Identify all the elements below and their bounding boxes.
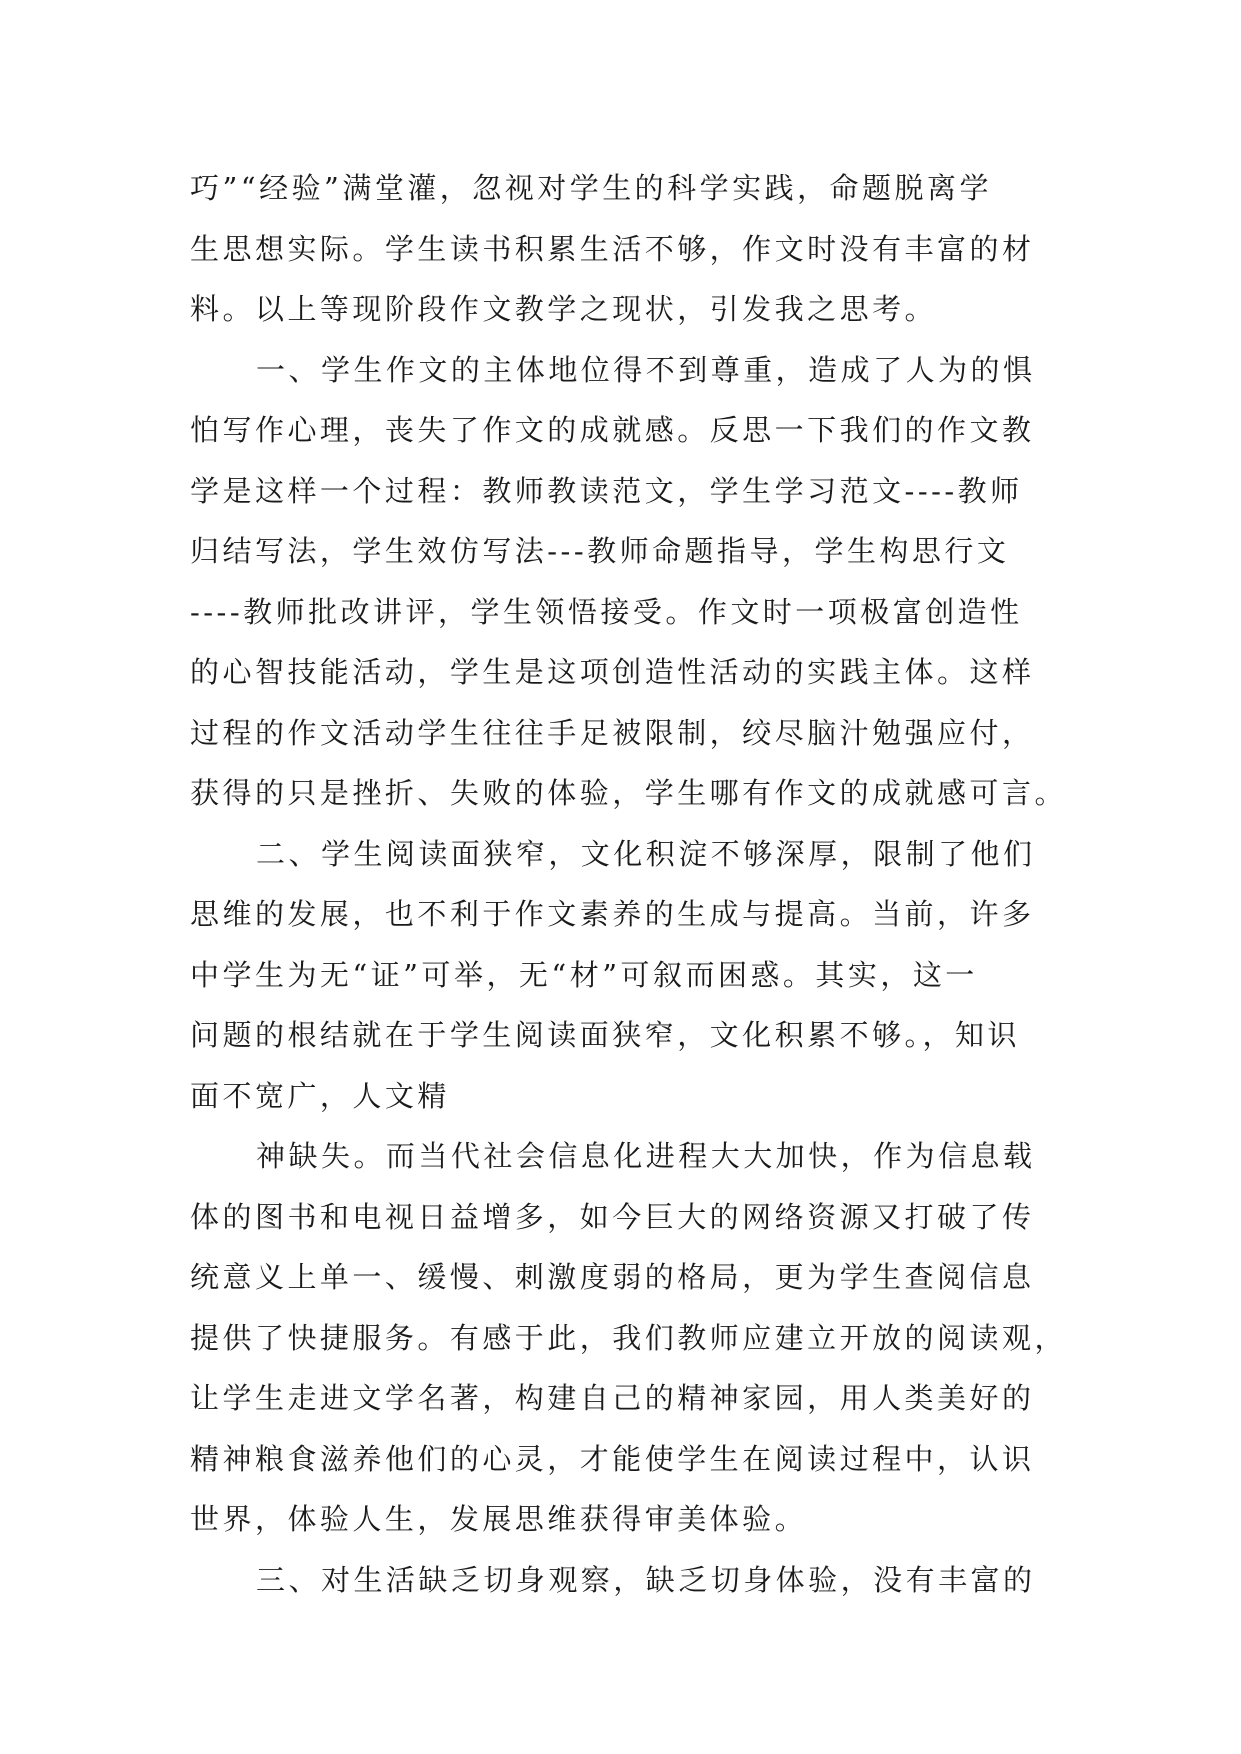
paragraph-start-line: 二、学生阅读面狭窄，文化积淀不够深厚，限制了他们 bbox=[256, 836, 1036, 871]
text-line: 世界，体验人生，发展思维获得审美体验。 bbox=[190, 1502, 808, 1536]
body-text bbox=[190, 158, 1067, 1610]
text-line: 获得的只是挫折、失败的体验，学生哪有作文的成就感可言。 bbox=[190, 776, 1067, 810]
text-line: 学是这样一个过程：教师教读范文，学生学习范文----教师 bbox=[190, 473, 1023, 508]
text-line: 问题的根结就在于学生阅读面狭窄，文化积累不够。，知识 bbox=[190, 1018, 1020, 1052]
text-line: 思维的发展，也不利于作文素养的生成与提高。当前，许多 bbox=[190, 897, 1035, 931]
text-line: 中学生为无“证”可举，无“材”可叙而困惑。其实，这一 bbox=[190, 957, 978, 992]
paragraph-start-line: 三、对生活缺乏切身观察，缺乏切身体验，没有丰富的 bbox=[256, 1562, 1036, 1597]
text-line: ----教师批改讲评，学生领悟接受。作文时一项极富创造性 bbox=[190, 594, 1023, 629]
text-line: 提供了快捷服务。有感于此，我们教师应建立开放的阅读观， bbox=[190, 1320, 1067, 1355]
text-line: 面不宽广，人文精 bbox=[190, 1078, 450, 1113]
paragraph-start-line: 一、学生作文的主体地位得不到尊重，造成了人为的惧 bbox=[256, 352, 1036, 387]
text-line: 料。以上等现阶段作文教学之现状，引发我之思考。 bbox=[190, 292, 938, 326]
text-line: 精神粮食滋养他们的心灵，才能使学生在阅读过程中，认识 bbox=[190, 1441, 1035, 1476]
text-line: 让学生走进文学名著，构建自己的精神家园，用人类美好的 bbox=[190, 1381, 1035, 1415]
text-line: 归结写法，学生效仿写法---教师命题指导，学生构思行文 bbox=[190, 534, 1010, 568]
text-line: 统意义上单一、缓慢、刺激度弱的格局，更为学生查阅信息 bbox=[190, 1260, 1035, 1294]
text-line: 生思想实际。学生读书积累生活不够，作文时没有丰富的材 bbox=[190, 231, 1035, 266]
text-line: 怕写作心理，丧失了作文的成就感。反思一下我们的作文教 bbox=[190, 413, 1035, 447]
paragraph-start-line: 神缺失。而当代社会信息化进程大大加快，作为信息载 bbox=[256, 1139, 1036, 1173]
text-line: 巧”“经验”满堂灌，忽视对学生的科学实践，命题脱离学 bbox=[190, 171, 992, 205]
text-line: 过程的作文活动学生往往手足被限制，绞尽脑汁勉强应付， bbox=[190, 715, 1035, 750]
text-line: 的心智技能活动，学生是这项创造性活动的实践主体。这样 bbox=[190, 655, 1035, 689]
text-line: 体的图书和电视日益增多，如今巨大的网络资源又打破了传 bbox=[190, 1199, 1035, 1234]
